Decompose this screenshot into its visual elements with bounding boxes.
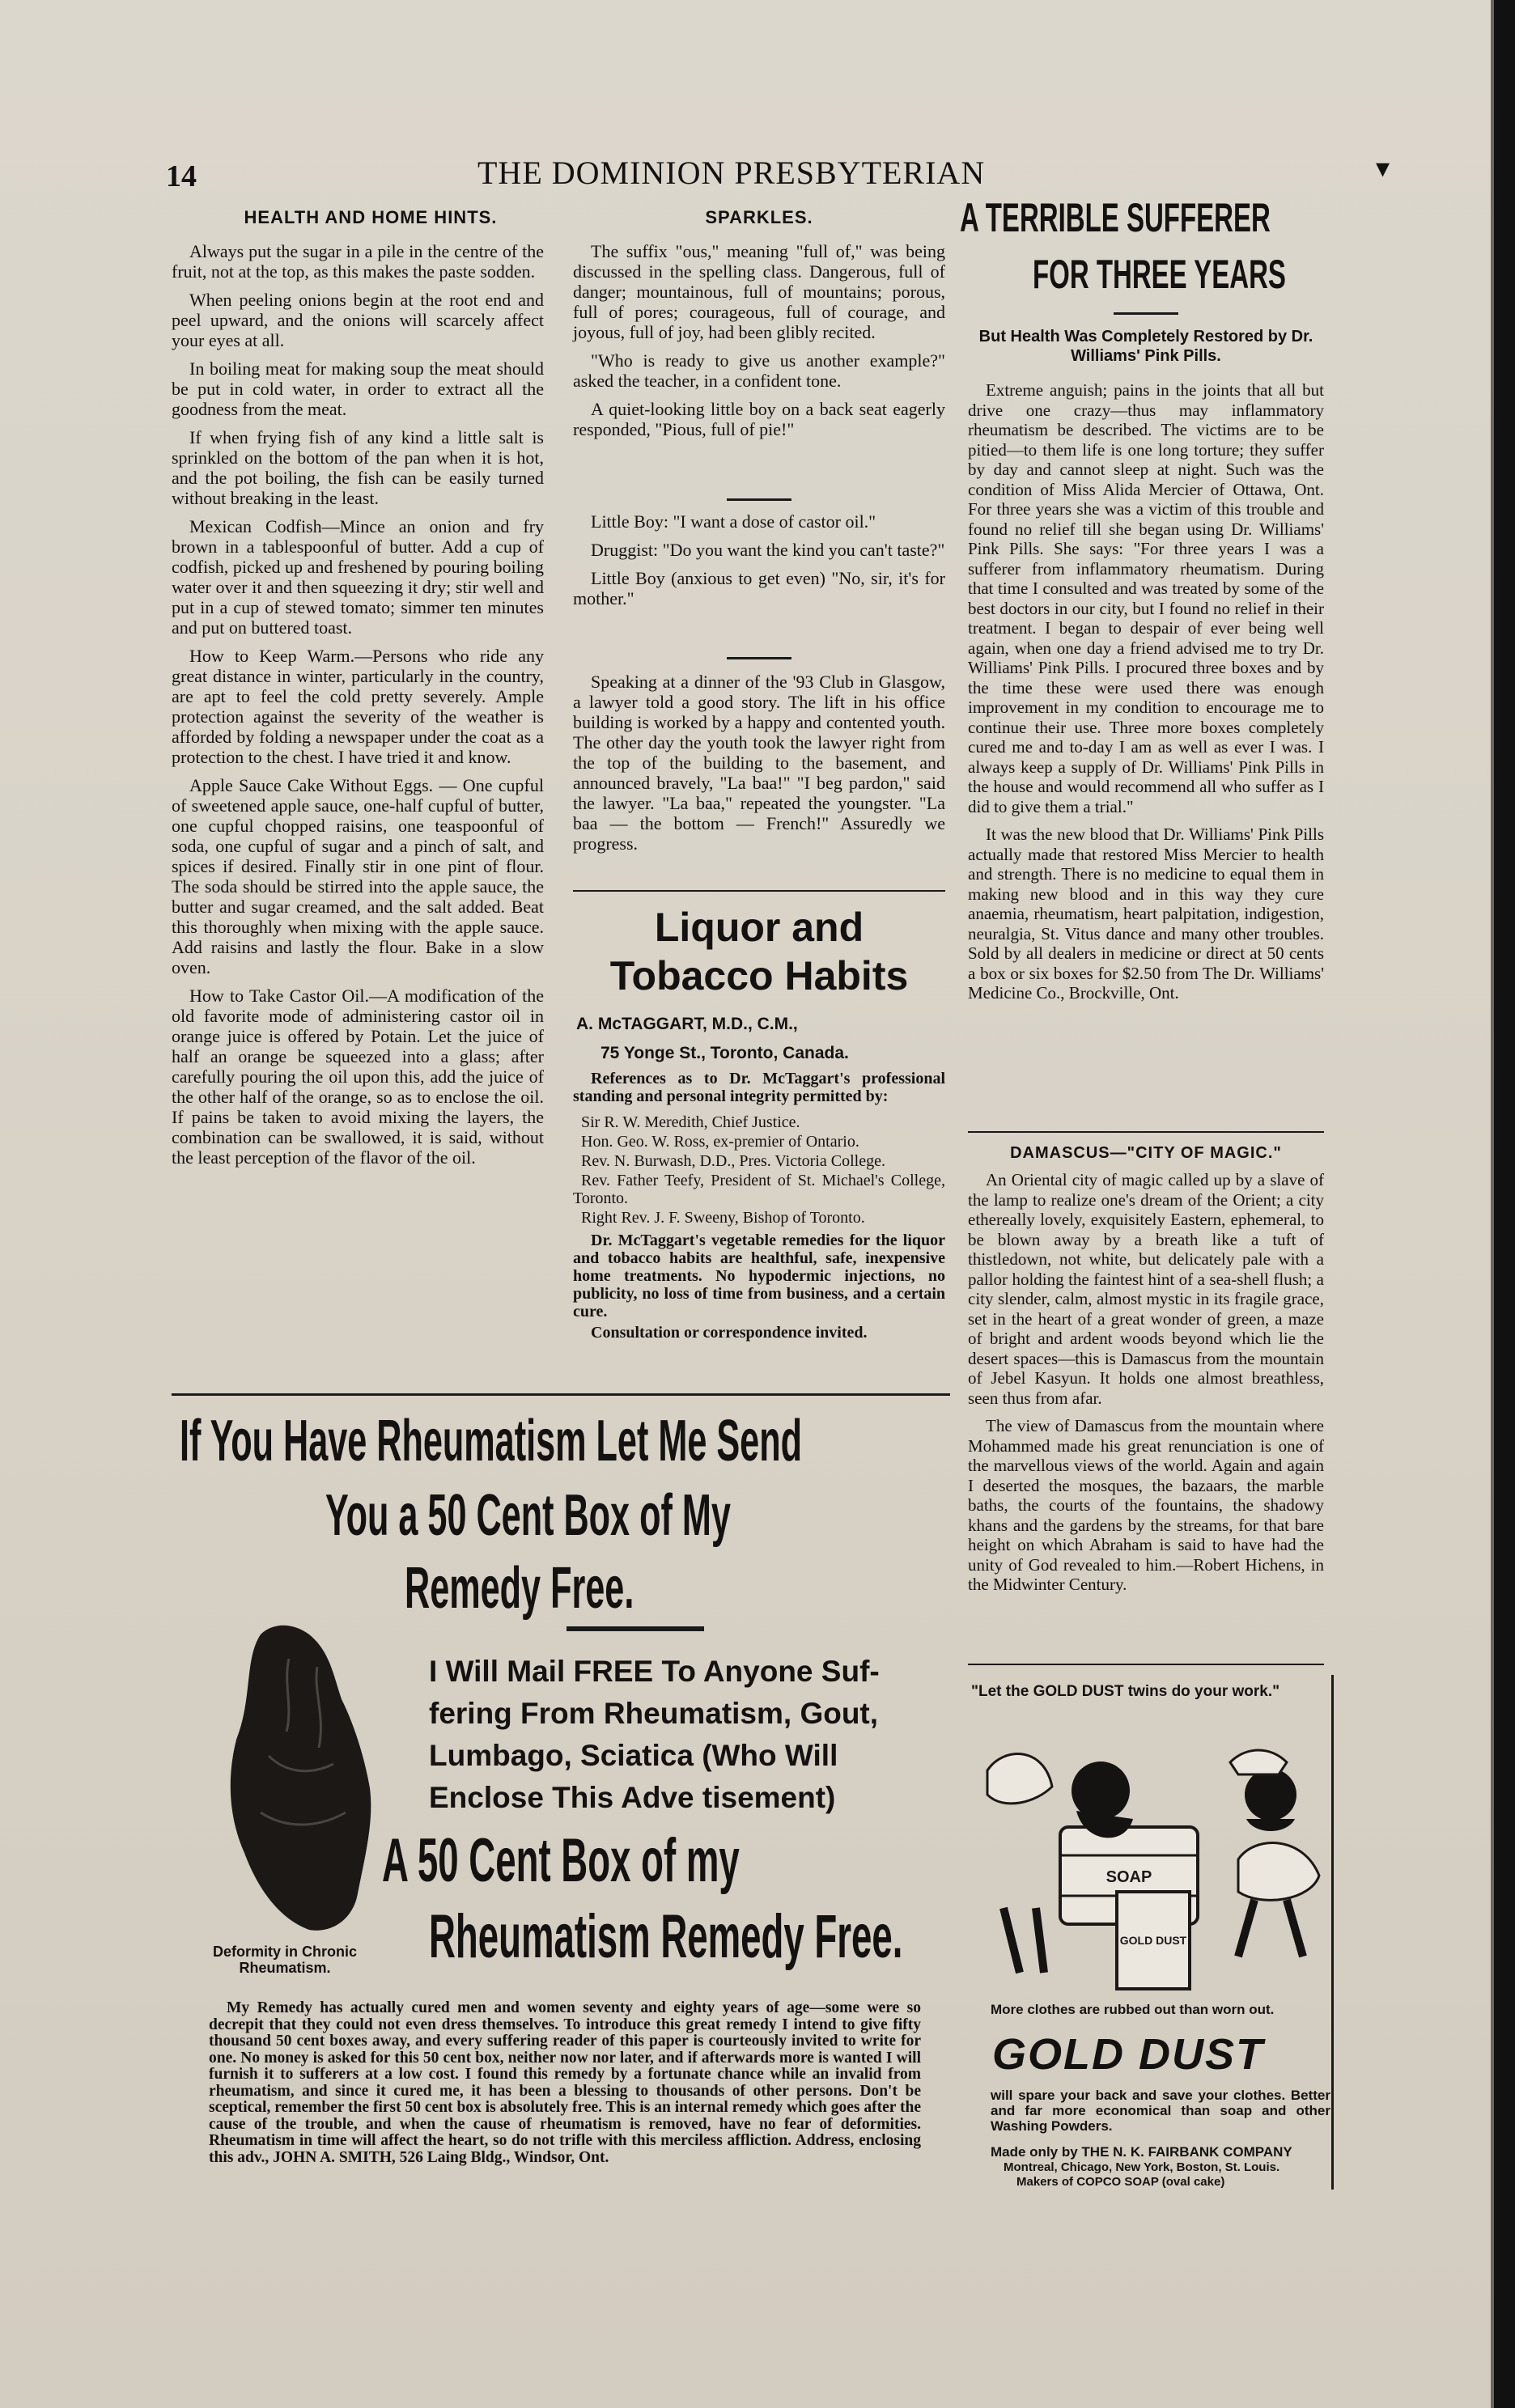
column-rule: [968, 1131, 1324, 1133]
sparkles-paragraph: Druggist: "Do you want the kind you can't taste?": [591, 540, 945, 560]
gold-dust-box-label: GOLD DUST: [1119, 1934, 1187, 1947]
liquor-reference: Hon. Geo. W. Ross, ex-premier of Ontario.: [581, 1133, 859, 1151]
damascus-column: [968, 1170, 1324, 1603]
box-line-1: A 50 Cent Box of my: [382, 1826, 740, 1895]
sparkles-paragraph: "Who is ready to give us another example?" asked the teacher, in a confident tone.: [573, 350, 945, 391]
rheumatism-body: [209, 2000, 921, 2174]
sparkles-paragraph: The suffix "ous," meaning "full of," was being discussed in the spelling class. Dangerous, full of danger; mountainous, full of mountains; porous, full of pores; courageous, full of courage, and joyous, full of joy, had been glibly recited.: [573, 241, 945, 342]
liquor-title-2: Tobacco Habits: [609, 953, 909, 998]
health-paragraph: Apple Sauce Cake Without Eggs. — One cupful of sweetened apple sauce, one-half cupful of butter, one cupful chopped raisins, one teaspoonful of soda, one cupful of sugar and a pinch of salt, and spices if desired. Finally stir in one pint of flour. The soda should be stirred into the apple sauce, the butter and sugar creamed, and the salt added. Beat this thoroughly when mixing with the apple sauce. Add raisins and lastly the flour. Bake in a slow oven.: [172, 775, 544, 977]
liquor-doctor: A. McTAGGART, M.D., C.M.,: [576, 1015, 798, 1033]
rheumatism-body-text: My Remedy has actually cured men and women seventy and eighty years of age—some were so decrepit that they could not even dress themselves. To introduce this great remedy I intend to give fifty thousand 50 cent boxes away, and every suffering reader of this paper is courteously invited to write for one. No money is asked for this 50 cent box, neither now nor later, and if afterwards more is wanted I will furnish it to sufferers at a low cost. I found this remedy by a fortunate chance while an invalid from rheumatism, and since it cured me, it has been a blessing to thousands of other persons. Don't be sceptical, remember the first 50 cent box is absolutely free. This is an internal remedy which goes after the cause of the trouble, and when the cause of rheumatism is removed, have no fear of deformities. Rheumatism in time will affect the heart, so do not trifle with this merciless affliction. Address, enclosing this adv., JOHN A. SMITH, 526 Laing Bldg., Windsor, Ont.: [209, 1999, 921, 2166]
liquor-references-intro: References as to Dr. McTaggart's professional standing and personal integrity permitted by:: [573, 1070, 945, 1105]
sparkles-block-2: [573, 511, 945, 617]
liquor-reference: Rev. N. Burwash, D.D., Pres. Victoria College.: [581, 1152, 885, 1170]
gold-dust-ad-border: [966, 1675, 1334, 2190]
liquor-consultation: Consultation or correspondence invited.: [591, 1324, 868, 1342]
sufferer-headline-1-box: [960, 194, 1316, 244]
separator-rule: [727, 657, 791, 659]
separator-rule: [1114, 312, 1178, 315]
column-rule: [968, 1664, 1324, 1665]
separator-rule: [727, 498, 791, 501]
sufferer-paragraph: Extreme anguish; pains in the joints that all but drive one crazy—thus may inflammatory rheumatism be described. The victims are to be pitied—to them life is one long torture; they suffer by day and cannot sleep at night. Such was the condition of Miss Alida Mercier of Ottawa, Ont. For three years she was a victim of this trouble and found no relief till she began using Dr. Williams' Pink Pills. She says: "For three years I was a sufferer from inflammatory rheumatism. During that time I consulted and was treated by some of the best doctors in our city, but I found no relief in their treatment. I began to despair of ever being well again, when one day a friend advised me to try Dr. Williams' Pink Pills. I procured three boxes and by the time these were used there was enough improvement in my condition to encourage me to continue their use. Three more boxes completely cured me and to-day I am as well as ever I was. I always keep a supply of Dr. Williams' Pink Pills in the house and would recommend all who suffer as I did to give them a trial.": [968, 380, 1324, 816]
health-paragraph: In boiling meat for making soup the meat should be put in cold water, in order to extract all the goodness from the meat.: [172, 358, 544, 419]
health-heading: HEALTH AND HOME HINTS.: [244, 207, 498, 227]
sufferer-subhead: But Health Was Completely Restored by Dr. Williams' Pink Pills.: [978, 328, 1313, 365]
gold-dust-tagline: More clothes are rubbed out than worn out.: [991, 2002, 1275, 2017]
mail-offer-line: Lumbago, Sciatica (Who Will: [429, 1739, 838, 1772]
deformed-hand-illustration: [212, 1610, 382, 1934]
rheumatism-headline-2: You a 50 Cent Box of My: [325, 1483, 731, 1548]
sparkles-paragraph: Little Boy (anxious to get even) "No, sir, it's for mother.": [573, 568, 945, 608]
liquor-remedies: Dr. McTaggart's vegetable remedies for the liquor and tobacco habits are healthful, safe, inexpensive home treatments. No hypodermic injections, no publicity, no loss of time from business, and a certain cure.: [573, 1232, 945, 1321]
box-line-2-box: [429, 1901, 947, 1971]
health-paragraph: If when frying fish of any kind a little salt is sprinkled on the bottom of the pan when it is hot, and the pot boiling, the fish can be easily turned without breaking in the least.: [172, 427, 544, 508]
health-paragraph: When peeling onions begin at the root end and peel upward, and the onions will scarcely affect your eyes at all.: [172, 290, 544, 350]
column-rule: [573, 890, 945, 892]
rheumatism-headline-1-box: [180, 1408, 940, 1473]
sparkles-paragraph: Little Boy: "I want a dose of castor oil.": [591, 511, 876, 532]
gold-dust-also: Makers of COPCO SOAP (oval cake): [1016, 2175, 1225, 2189]
corner-mark-icon: ▾: [1376, 154, 1390, 184]
mail-offer-line: Enclose This Adve tisement): [429, 1781, 836, 1814]
liquor-title-1: Liquor and: [654, 905, 864, 950]
publication-title: THE DOMINION PRESBYTERIAN: [477, 155, 986, 191]
liquor-reference: Right Rev. J. F. Sweeny, Bishop of Toronto.: [581, 1209, 865, 1227]
box-line-1-box: [382, 1825, 835, 1895]
sparkles-heading: SPARKLES.: [705, 207, 813, 227]
rheumatism-headline-3-box: [405, 1555, 728, 1621]
mail-offer-line: fering From Rheumatism, Gout,: [429, 1697, 879, 1730]
gold-dust-brand: GOLD DUST: [992, 2030, 1264, 2079]
mail-offer-line: I Will Mail FREE To Anyone Suf-: [429, 1655, 880, 1688]
damascus-paragraph: The view of Damascus from the mountain where Mohammed made his great renunciation is one of the marvellous views of the world. Again and again I deserted the mosques, the bazaars, the marble baths, the courts of the fountains, the shadowy khans and the gardens by the streams, for that bare height on which Abraham is said to have had the unity of God revealed to him.—Robert Hichens, in the Midwinter Century.: [968, 1416, 1324, 1594]
separator-rule: [567, 1626, 704, 1631]
liquor-address: 75 Yonge St., Toronto, Canada.: [600, 1044, 849, 1062]
sparkles-paragraph: A quiet-looking little boy on a back seat eagerly responded, "Pious, full of pie!": [573, 399, 945, 439]
health-paragraph: How to Keep Warm.—Persons who ride any great distance in winter, particularly in the country, are apt to feel the cold pretty severely. Ample protection against the severity of the weather is afforded by folding a newspaper under the coat as a protection to the chest. I have tried it and know.: [172, 646, 544, 767]
hand-caption: Deformity in Chronic Rheumatism.: [212, 1944, 357, 1976]
box-line-2: Rheumatism Remedy Free.: [429, 1902, 903, 1971]
page-number: 14: [166, 159, 197, 193]
gold-dust-body: will spare your back and save your clothes. Better and far more economical than soap and other Washing Powders.: [991, 2088, 1330, 2134]
sufferer-paragraph: It was the new blood that Dr. Williams' Pink Pills actually made that restored Miss Mercier to health and strength. There is no medicine to equal them in making new blood and in this way they cure anaemia, rheumatism, heart palpitation, indigestion, neuralgia, St. Vitus dance and many other troubles. Sold by all dealers in medicine or direct at 50 cents a box or six boxes for $2.50 from The Dr. Williams' Medicine Co., Brockville, Ont.: [968, 825, 1324, 1003]
rheumatism-headline-2-box: [325, 1482, 843, 1548]
rheumatism-headline-1: If You Have Rheumatism Let Me Send: [180, 1409, 802, 1473]
liquor-reference: Rev. Father Teefy, President of St. Michael's College, Toronto.: [573, 1172, 945, 1207]
gold-dust-cities: Montreal, Chicago, New York, Boston, St. Louis.: [1004, 2160, 1280, 2174]
sufferer-headline-2: FOR THREE YEARS: [1033, 252, 1286, 297]
damascus-paragraph: An Oriental city of magic called up by a slave of the lamp to realize one's dream of the Orient; a city ethereally lovely, exquisitely Eastern, ephemeral, to be blown away by a breath like a tuft of thistledown, not white, but delicately pale with a pallor holding the faintest hint of a sea-shell flush; a city slender, calm, almost mystic in its fragile grace, set in the heart of a great wonder of green, a maze of bright and ardent woods beyond which lie the desert spaces—this is Damascus from the mountain of Jebel Kasyun. It holds one almost breathless, seen thus from afar.: [968, 1170, 1324, 1408]
mail-offer: [429, 1651, 947, 1819]
scan-border: [1494, 0, 1515, 2408]
health-paragraph: Always put the sugar in a pile in the centre of the fruit, not at the top, as this makes the paste sodden.: [172, 241, 544, 282]
sufferer-headline-1: A TERRIBLE SUFFERER: [960, 195, 1271, 240]
damascus-heading: DAMASCUS—"CITY OF MAGIC.": [1010, 1144, 1282, 1162]
gold-dust-top-line: "Let the GOLD DUST twins do your work.": [971, 1683, 1280, 1700]
sparkles-block-1: [573, 241, 945, 447]
liquor-body: [573, 1070, 945, 1350]
liquor-reference: Sir R. W. Meredith, Chief Justice.: [581, 1113, 800, 1131]
health-paragraph: Mexican Codfish—Mince an onion and fry brown in a tablespoonful of butter. Add a cup of codfish, picked up and freshened by pouring boiling water over it and then squeezing it dry; stir well and put in a cup of stewed tomato; simmer ten minutes and put on buttered toast.: [172, 516, 544, 638]
health-column: [172, 241, 544, 1176]
gold-dust-maker: Made only by THE N. K. FAIRBANK COMPANY: [991, 2144, 1292, 2160]
sufferer-headline-2-box: [1033, 251, 1340, 301]
sparkles-paragraph: Speaking at a dinner of the '93 Club in Glasgow, a lawyer told a good story. The lift in his office building is worked by a happy and contented youth. The other day the youth took the lawyer right from the top of the building to the basement, and announced bravely, "La baa!" "I beg pardon," said the lawyer. "La baa," repeated the youngster. "La baa — the bottom — French!" Assuredly we progress.: [573, 672, 945, 854]
health-paragraph: How to Take Castor Oil.—A modification of the old favorite mode of administering castor oil in orange juice is offered by Potain. Let the juice of half an orange be squeezed into a glass; after carefully pouring the oil upon this, add the juice of the other half of the orange, so as to enclose the oil. If pains be taken to avoid mixing the layers, the combination can be swallowed, it is said, without the least perception of the flavor of the oil.: [172, 986, 544, 1168]
tub-label: SOAP: [1105, 1868, 1152, 1886]
rheumatism-headline-3: Remedy Free.: [405, 1556, 634, 1621]
ad-top-rule: [172, 1393, 950, 1396]
sparkles-block-3: [573, 672, 945, 862]
sufferer-column: [968, 380, 1324, 1011]
